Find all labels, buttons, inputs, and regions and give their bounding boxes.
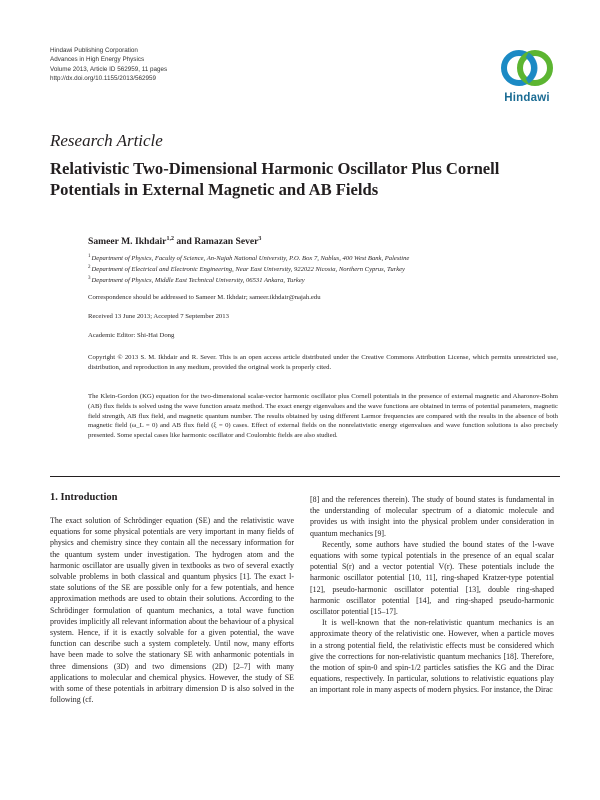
author-1-affiliations: 1,2 bbox=[166, 236, 174, 242]
affiliation-1 bbox=[88, 252, 409, 263]
correspondence: Correspondence should be addressed to Sameer M. Ikhdair; sameer.ikhdair@najah.edu bbox=[88, 294, 321, 301]
doi-link[interactable]: http://dx.doi.org/10.1155/2013/562959 bbox=[50, 75, 156, 83]
affiliation-2 bbox=[88, 263, 405, 274]
paragraph: [8] and the references therein). The study of bound states is fundamental in the understanding of molecular spectrum of a diatomic molecule and provides us with insight into the physical problem under consideration in quantum mechanics [9]. bbox=[310, 495, 554, 538]
divider bbox=[50, 476, 560, 477]
affiliation-text: Department of Physics, Faculty of Science, An-Najah National University, P.O. Box 7, Nablus, 400 West Bank, Palestine bbox=[91, 255, 410, 263]
copyright-notice: Copyright © 2013 S. M. Ikhdair and R. Sever. This is an open access article distributed under the Creative Commons Attribution License, which permits unrestricted use, distribution, and reproduction in any medium, provided the original work is properly cited. bbox=[88, 354, 558, 371]
author-list bbox=[88, 236, 261, 247]
volume-line: Volume 2013, Article ID 562959, 11 pages bbox=[50, 65, 168, 73]
affiliation-number: 2 bbox=[88, 265, 91, 270]
hindawi-logo bbox=[497, 46, 557, 108]
journal-name: Advances in High Energy Physics bbox=[50, 56, 145, 64]
paragraph: It is well-known that the non-relativistic quantum mechanics is an approximate theory of the relativistic one. However, when a particle moves in a strong potential field, the relativistic effects must be considered which give the corrections for non-relativistic quantum mechanics [18]. Therefore, the motion of spin-0 and spin-1/2 particles satisfies the KG and the Dirac equations, respectively. In particular, solutions to relativistic equations play an important role in many aspects of modern physics. For instance, the Dirac bbox=[310, 618, 554, 695]
section-heading: 1. Introduction bbox=[50, 492, 118, 503]
author-conjunction: and bbox=[173, 236, 195, 248]
publisher: Hindawi Publishing Corporation bbox=[50, 47, 138, 54]
affiliation-number: 1 bbox=[88, 254, 91, 259]
affiliation-3 bbox=[88, 274, 305, 285]
affiliation-text: Department of Physics, Middle East Technical University, 06531 Ankara, Turkey bbox=[91, 277, 305, 285]
abstract: The Klein-Gordon (KG) equation for the two-dimensional scalar-vector harmonic oscillator plus Cornell potentials in the presence of external magnetic and Aharonov-Bohm (AB) flux fields is solved using the wave function ansatz method. The exact energy eigenvalues and the wave functions are obtained in terms of potential parameters, magnetic field strength, AB flux field, and magnetic quantum number. The results obtained by using different Larmor frequencies are compared with the results in the absence of both magnetic field (ω_L = 0) and AB flux field (ξ = 0) cases. Effect of external fields on the nonrelativistic energy eigenvalues and wave function solutions is also precisely presented. Some special cases like harmonic oscillator and Coulombic fields are also studied. bbox=[88, 393, 558, 440]
received-accepted-dates: Received 13 June 2013; Accepted 7 September 2013 bbox=[88, 313, 229, 320]
academic-editor: Academic Editor: Shi-Hai Dong bbox=[88, 332, 175, 339]
author-2-affiliations: 3 bbox=[258, 236, 262, 242]
affiliation-number: 3 bbox=[88, 276, 91, 281]
paragraph: Recently, some authors have studied the bound states of the l-wave equations with some typical potentials in the presence of an equal scalar potential S(r) and a vector potential V(r). These potentials include the harmonic oscillator potential [10, 11], ring-shaped Kratzer-type potential [12], pseudo-harmonic oscillator potential [13], double ring-shaped harmonic oscillator potential [14], and ring-shaped pseudo-harmonic oscillator potential [15–17]. bbox=[310, 539, 554, 617]
author-2: Ramazan Sever bbox=[194, 236, 259, 248]
text-column-left bbox=[50, 515, 294, 705]
affiliation-text: Department of Electrical and Electronic Engineering, Near East University, 922022 Nicosia, Northern Cyprus, Turkey bbox=[91, 266, 405, 274]
hindawi-logo-icon bbox=[497, 46, 557, 92]
journal-header bbox=[50, 46, 167, 84]
paragraph: The exact solution of Schrödinger equation (SE) and the relativistic wave equations for some physical potentials are very important in many fields of physics and chemistry since they contain all the necessary information for the quantum system under investigation. The hydrogen atom and the harmonic oscillator are usually given in textbooks as two of several exactly solvable problems in both classical and quantum physics [1]. The exact l-state solutions of the SE are possible only for a few potentials, and hence approximation methods are used to obtain their solutions. According to the Schrödinger formulation of quantum mechanics, a total wave function provides implicitly all relevant information about the behaviour of a physical system. Hence, if it is exactly solvable for a given potential, the wave function can describe such a system completely. Until now, many efforts have been made to solve the stationary SE with anharmonic potentials in three dimensions (3D) and two dimensions (2D) [2–7] with many applications to molecular and chemical physics. However, the study of SE with some of these potentials in arbitrary dimension D is also solved in the following (cf. bbox=[50, 516, 294, 705]
author-1: Sameer M. Ikhdair bbox=[88, 236, 167, 248]
article-title: Relativistic Two-Dimensional Harmonic Oscillator Plus Cornell Potentials in External Magnetic and AB Fields bbox=[50, 159, 500, 199]
text-column-right bbox=[310, 494, 554, 696]
hindawi-logo-text: Hindawi bbox=[504, 92, 550, 104]
article-type: Research Article bbox=[50, 131, 163, 150]
